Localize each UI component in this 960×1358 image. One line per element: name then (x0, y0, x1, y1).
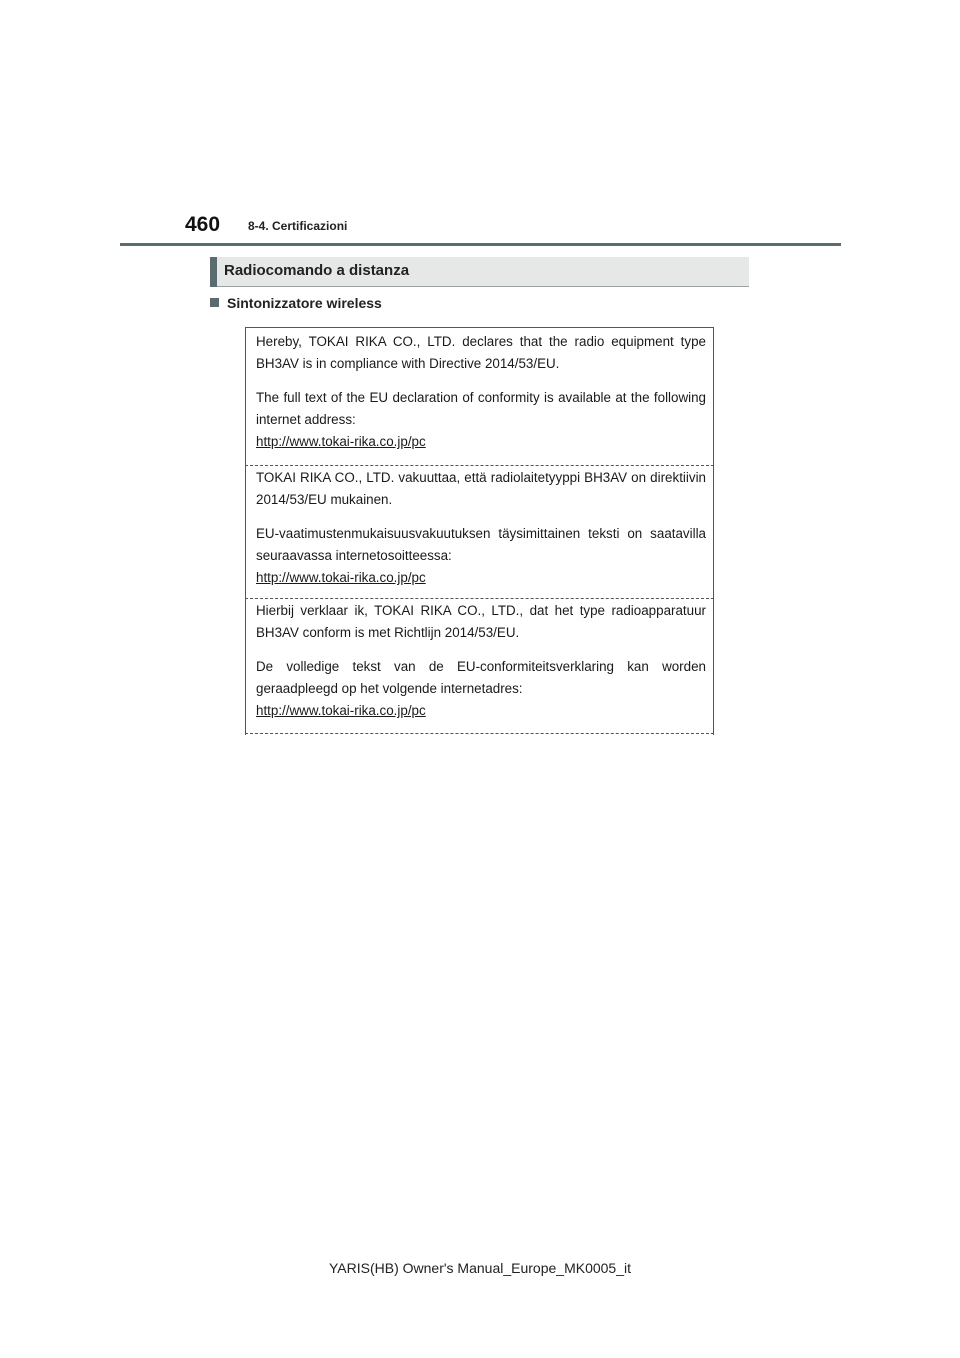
declaration-link[interactable]: http://www.tokai-rika.co.jp/pc (256, 570, 426, 585)
declaration-availability (256, 387, 706, 453)
section-title: Radiocomando a distanza (224, 262, 410, 279)
declaration-box (245, 327, 714, 735)
declaration-statement: TOKAI RIKA CO., LTD. vakuuttaa, että radiolaitetyyppi BH3AV on direktiivin 2014/53/EU mukainen. (256, 470, 706, 507)
header-rule (120, 243, 841, 246)
declaration-availability (256, 656, 706, 722)
declaration-statement: Hierbij verklaar ik, TOKAI RIKA CO., LTD., dat het type radioapparatuur BH3AV conform is met Richtlijn 2014/53/EU. (256, 603, 706, 640)
section-header (210, 257, 749, 287)
declaration-link[interactable]: http://www.tokai-rika.co.jp/pc (256, 703, 426, 718)
subsection-title: Sintonizzatore wireless (227, 295, 382, 311)
declaration-finnish (256, 467, 706, 589)
box-top-rule (245, 327, 714, 328)
declaration-link[interactable]: http://www.tokai-rika.co.jp/pc (256, 434, 426, 449)
declaration-availability (256, 523, 706, 589)
declaration-availability-text: The full text of the EU declaration of conformity is available at the following internet address: (256, 390, 706, 427)
section-accent (210, 257, 217, 287)
section-separator (245, 598, 714, 599)
declaration-availability-text: EU-vaatimustenmukaisuusvakuutuksen täysimittainen teksti on saatavilla seuraavassa internetosoitteessa: (256, 526, 706, 563)
section-separator (245, 465, 714, 466)
declaration-statement: Hereby, TOKAI RIKA CO., LTD. declares that the radio equipment type BH3AV is in compliance with Directive 2014/53/EU. (256, 334, 706, 371)
declaration-availability-text: De volledige tekst van de EU-conformiteitsverklaring kan worden geraadpleegd op het volgende internetadres: (256, 659, 706, 696)
page-number: 460 (185, 213, 221, 236)
page-footer: YARIS(HB) Owner's Manual_Europe_MK0005_it (329, 1260, 631, 1276)
chapter-title: 8-4. Certificazioni (248, 219, 348, 233)
subsection-heading (210, 295, 382, 311)
square-bullet-icon (210, 298, 219, 307)
section-separator (245, 733, 714, 734)
declaration-english (256, 331, 706, 453)
declaration-dutch (256, 600, 706, 722)
